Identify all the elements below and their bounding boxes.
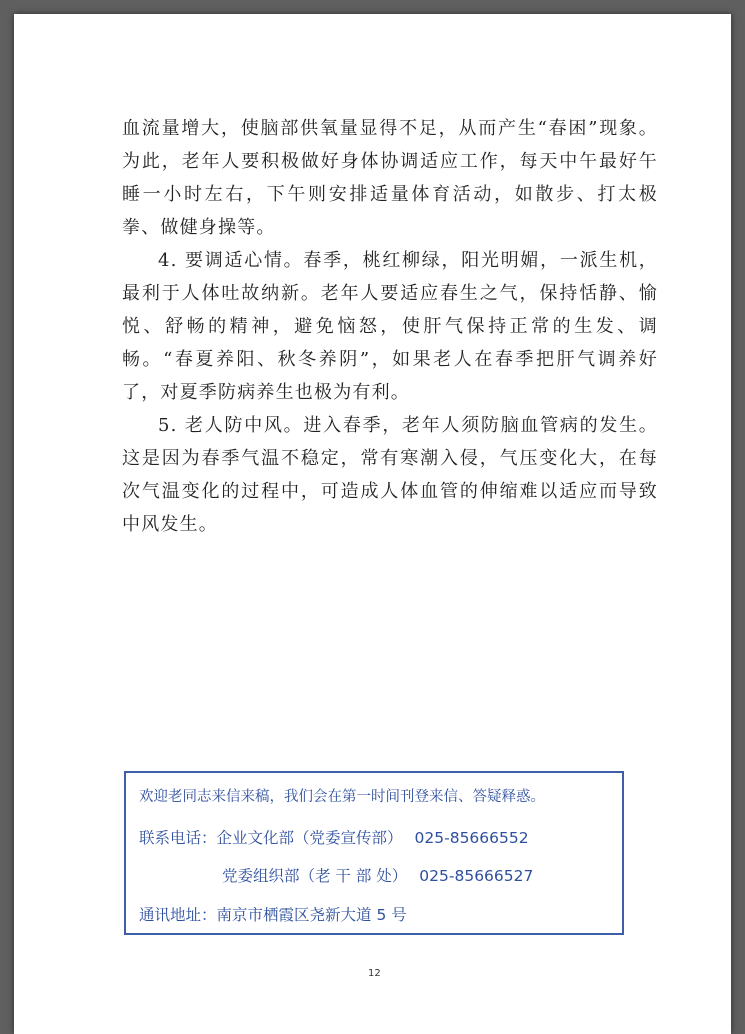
address-text: 南京市栖霞区尧新大道 5 号 <box>216 906 407 924</box>
phone-2-number: 025-85666527 <box>419 867 534 885</box>
contact-notice-box <box>124 771 624 935</box>
paragraph-2: 4. 要调适心情。春季，桃红柳绿，阳光明媚，一派生机，最利于人体吐故纳新。老年人要适应春生之气，保持恬静、愉悦、舒畅的精神，避免恼怒，使肝气保持正常的生发、调畅。“春夏养阳、秋冬养阴”，如果老人在春季把肝气调养好了，对夏季防病养生也极为有利。 <box>122 250 658 403</box>
article-body <box>122 112 658 541</box>
notice-address-line <box>139 903 407 925</box>
notice-welcome-text: 欢迎老同志来信来稿，我们会在第一时间刊登来信、答疑释惑。 <box>139 789 545 805</box>
paragraph-3: 5. 老人防中风。进入春季，老年人须防脑血管病的发生。这是因为春季气温不稳定，常有寒潮入侵，气压变化大，在每次气温变化的过程中，可造成人体血管的伸缩难以适应而导致中风发生。 <box>122 415 658 535</box>
notice-phone-line-1 <box>139 826 529 848</box>
phone-1-number: 025-85666552 <box>414 829 529 847</box>
address-label: 通讯地址： <box>139 906 217 924</box>
notice-phone-line-2 <box>222 864 533 886</box>
document-page <box>14 14 731 1034</box>
page-number: 12 <box>368 968 381 979</box>
phone-1-department: 企业文化部（党委宣传部） <box>216 829 403 847</box>
phone-2-department: 党委组织部（老 干 部 处） <box>222 867 408 885</box>
phone-label: 联系电话： <box>139 829 217 847</box>
paragraph-1: 血流量增大，使脑部供氧量显得不足，从而产生“春困”现象。为此，老年人要积极做好身体协调适应工作，每天中午最好午睡一小时左右，下午则安排适量体育活动，如散步、打太极拳、做健身操等。 <box>122 118 658 238</box>
